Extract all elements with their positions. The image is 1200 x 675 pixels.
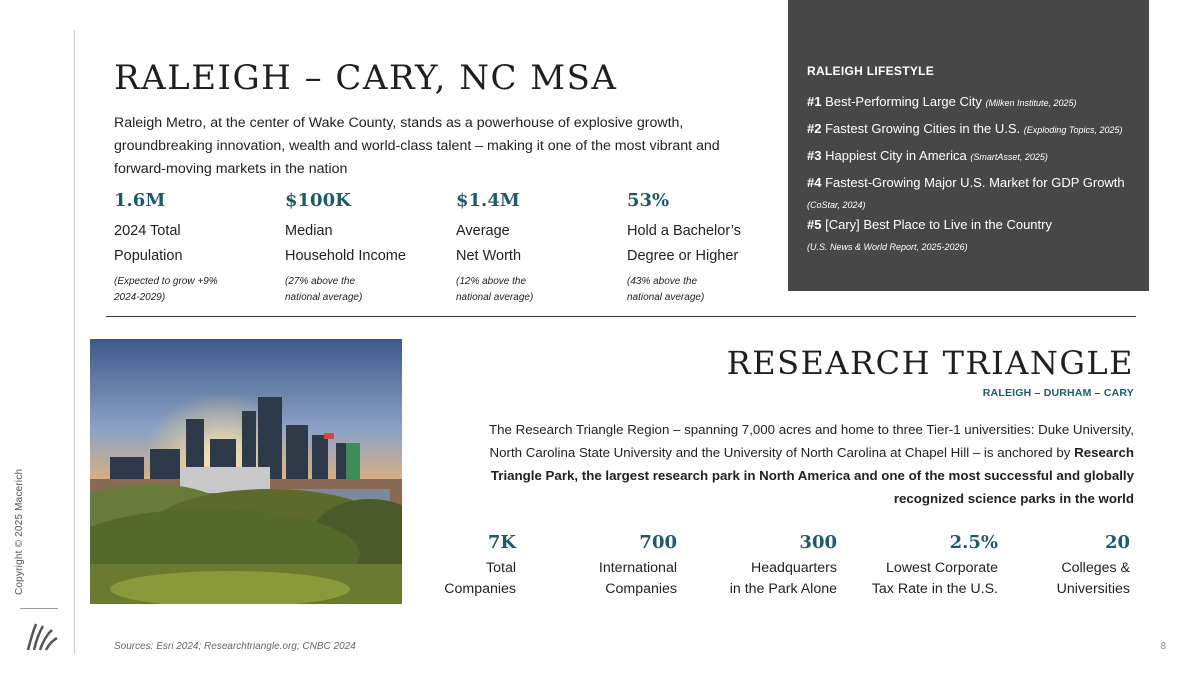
sidebar-divider — [74, 30, 75, 654]
stat-value: 300 — [799, 532, 837, 553]
stat-label: Lowest Corporate Tax Rate in the U.S. — [871, 560, 998, 597]
stat-value: 2.5% — [949, 532, 998, 553]
raleigh-skyline-photo — [90, 339, 402, 604]
stat-education — [627, 190, 787, 306]
stat-label: Headquarters in the Park Alone — [729, 560, 837, 597]
research-triangle-subtitle: RALEIGH – DURHAM – CARY — [982, 387, 1134, 399]
copyright-text: Copyright © 2025 Macerich — [14, 468, 25, 595]
stat-international-companies — [527, 532, 677, 600]
stat-note: (12% above the national average) — [456, 276, 534, 303]
stat-label: Median Household Income — [285, 223, 406, 264]
stat-label: Hold a Bachelor’s Degree or Higher — [627, 223, 741, 264]
stat-total-companies — [366, 532, 516, 600]
lifestyle-item: #3 Happiest City in America (SmartAsset, 2025) — [807, 148, 1048, 163]
research-triangle-description: The Research Triangle Region – spanning 7,000 acres and home to three Tier-1 universities: Duke University, North Carolina State University and the University of North Carolina at Chapel Hill – is anchored by Research Triangle Park, the largest research park in North America and one of the most successful and globally recognized science parks in the world — [489, 422, 1134, 506]
stat-value: $100K — [285, 190, 351, 211]
lifestyle-item: #4 Fastest-Growing Major U.S. Market for GDP Growth (CoStar, 2024) — [807, 175, 1125, 210]
stat-headquarters — [687, 532, 837, 600]
section-divider — [106, 316, 1136, 317]
stat-value: 1.6M — [114, 190, 166, 211]
stat-note: (Expected to grow +9% 2024-2029) — [114, 276, 218, 303]
intro-paragraph: Raleigh Metro, at the center of Wake County, stands as a powerhouse of explosive growth, groundbreaking innovation, wealth and world-class talent – making it one of the most vibrant and forward-moving markets in the nation — [114, 115, 720, 177]
stat-label: Average Net Worth — [456, 223, 522, 264]
stat-value: 7K — [487, 532, 516, 553]
lifestyle-panel — [788, 0, 1149, 291]
lifestyle-item: #5 [Cary] Best Place to Live in the Country (U.S. News & World Report, 2025-2026) — [807, 217, 1052, 252]
research-triangle-title: RESEARCH TRIANGLE — [726, 344, 1134, 382]
stat-label: International Companies — [598, 560, 677, 597]
stat-tax-rate — [848, 532, 998, 600]
lifestyle-item: #2 Fastest Growing Cities in the U.S. (Exploding Topics, 2025) — [807, 121, 1123, 136]
page-title: RALEIGH – CARY, NC MSA — [114, 58, 618, 98]
stat-household-income — [285, 190, 445, 306]
stat-note: (27% above the national average) — [285, 276, 363, 303]
stat-value: 53% — [627, 190, 670, 211]
logo-separator — [20, 608, 58, 609]
stat-label: 2024 Total Population — [114, 223, 183, 264]
page-number: 8 — [1160, 641, 1166, 652]
stat-colleges — [980, 532, 1130, 600]
stat-value: $1.4M — [456, 190, 520, 211]
stat-label: Total Companies — [444, 560, 516, 597]
company-logo-icon — [26, 622, 58, 652]
stat-population — [114, 190, 274, 306]
stat-note: (43% above the national average) — [627, 276, 705, 303]
stat-value: 700 — [639, 532, 677, 553]
stat-label: Colleges & Universities — [1056, 560, 1130, 597]
stat-value: 20 — [1104, 532, 1130, 553]
lifestyle-heading: RALEIGH LIFESTYLE — [807, 64, 935, 78]
lifestyle-item: #1 Best-Performing Large City (Milken Institute, 2025) — [807, 94, 1077, 109]
sources-footnote: Sources: Esri 2024; Researchtriangle.org; CNBC 2024 — [114, 641, 356, 652]
stat-net-worth — [456, 190, 616, 306]
